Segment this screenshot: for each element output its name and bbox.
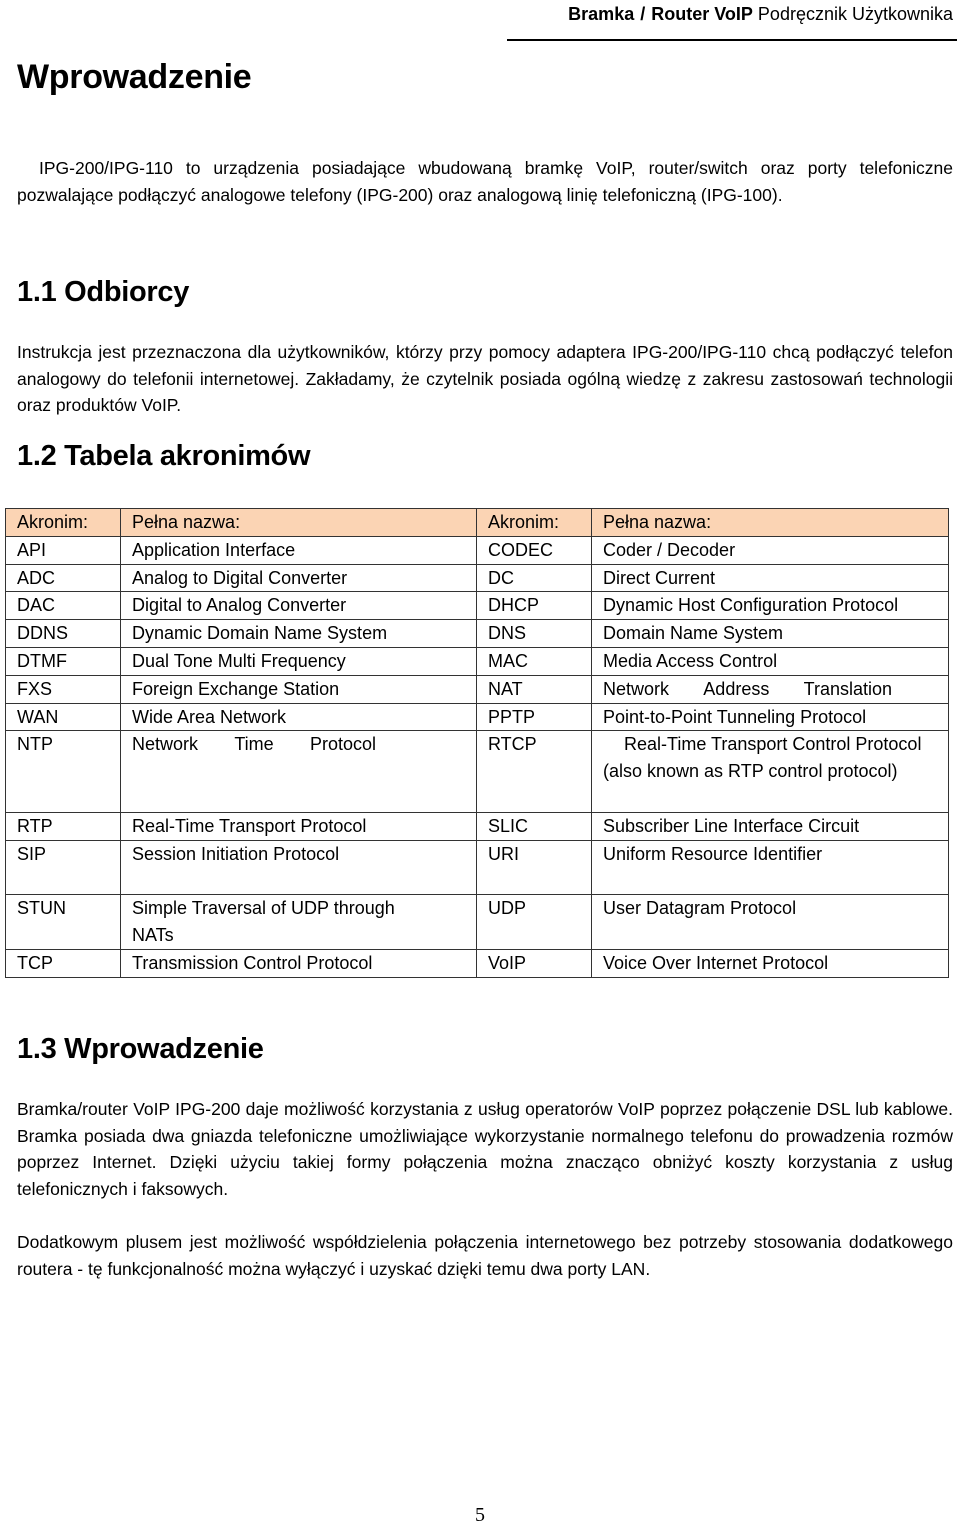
table-row: [6, 620, 949, 648]
fullname-cell: Direct Current: [592, 564, 949, 592]
table-header-row: [6, 509, 949, 537]
intro-body-paragraph-2: Dodatkowym plusem jest możliwość współdzielenia połączenia internetowego bez potrzeby stosowania dodatkowego routera - tę funkcjonalność można wyłączyć i uzyskać dzięki temu dwa porty LAN.: [17, 1232, 953, 1279]
acronym-cell: RTP: [6, 812, 121, 840]
audience-text-a: Instrukcja jest przeznaczona dla użytkowników, którzy przy pomocy adaptera IPG-200/IPG-110 chcą podłączyć telefon analogowy do telefonii internetowej.: [17, 342, 953, 389]
fullname-cell: Digital to Analog Converter: [121, 592, 477, 620]
nat-word: Translation: [803, 678, 892, 699]
intro-body-paragraph-1: Bramka/router VoIP IPG-200 daje możliwość korzystania z usług operatorów VoIP poprzez połączenie DSL lub kablowe. Bramka posiada dwa gniazda telefoniczne umożliwiające wykorzystanie normalnego telefonu do prowadzenia rozmów poprzez Internet. Dzięki użyciu takiej formy połączenia można znacząco obniżyć koszty korzystania z usług telefonicznych i faksowych.: [17, 1099, 953, 1200]
header-guide: Podręcznik Użytkownika: [757, 4, 953, 24]
acronym-cell: WAN: [6, 703, 121, 731]
table-row: [6, 647, 949, 675]
acronym-cell: VoIP: [477, 949, 592, 977]
header-cell: Akronim:: [477, 509, 592, 537]
acronym-cell: UDP: [477, 895, 592, 950]
page-title: Wprowadzenie: [17, 58, 252, 96]
acronym-cell: DC: [477, 564, 592, 592]
nat-fullname: [603, 676, 892, 703]
fullname-cell: Simple Traversal of UDP through NATs: [121, 895, 477, 950]
table-row: [6, 895, 949, 950]
header-product: Router VoIP: [651, 4, 753, 24]
header-brand: Bramka: [568, 4, 635, 24]
fullname-cell: Real-Time Transport Control Protocol (also known as RTP control protocol): [592, 731, 949, 813]
acronym-cell: RTCP: [477, 731, 592, 813]
audience-text-b: Zakładamy, że czytelnik posiada ogólną wiedzę z zakresu zastosowań technologii oraz produktów VoIP.: [17, 368, 954, 416]
acronym-cell: DAC: [6, 592, 121, 620]
acronym-cell: NAT: [477, 675, 592, 703]
table-row: [6, 703, 949, 731]
intro-paragraph: IPG-200/IPG-110 to urządzenia posiadające wbudowaną bramkę VoIP, router/switch oraz porty telefoniczne pozwalające podłączyć analogowe telefony (IPG-200) oraz analogową linię telefoniczną (IPG-100).: [17, 158, 953, 205]
fullname-cell: [592, 675, 949, 703]
audience-paragraph: [17, 339, 953, 419]
acronym-cell: DHCP: [477, 592, 592, 620]
acronym-cell: SLIC: [477, 812, 592, 840]
fullname-cell: Application Interface: [121, 536, 477, 564]
acronym-cell: DNS: [477, 620, 592, 648]
section-heading-odbiorcy: 1.1 Odbiorcy: [17, 276, 190, 308]
table-row: [6, 564, 949, 592]
fullname-cell: Domain Name System: [592, 620, 949, 648]
section-heading-wprowadzenie: 1.3 Wprowadzenie: [17, 1033, 264, 1065]
ntp-word: Time: [234, 734, 274, 755]
fullname-cell: Dual Tone Multi Frequency: [121, 647, 477, 675]
acronym-cell: STUN: [6, 895, 121, 950]
ntp-word: Protocol: [309, 734, 376, 755]
fullname-cell: Subscriber Line Interface Circuit: [592, 812, 949, 840]
page-number: 5: [475, 1504, 485, 1526]
acronym-cell: CODEC: [477, 536, 592, 564]
nat-word: Address: [703, 678, 770, 699]
fullname-cell: Real-Time Transport Protocol: [121, 812, 477, 840]
table-row: [6, 536, 949, 564]
fullname-cell: Dynamic Host Configuration Protocol: [592, 592, 949, 620]
section-heading-acronyms: 1.2 Tabela akronimów: [17, 440, 311, 472]
fullname-cell: Wide Area Network: [121, 703, 477, 731]
table-row: [6, 592, 949, 620]
table-row: [6, 812, 949, 840]
acronym-cell: PPTP: [477, 703, 592, 731]
fullname-cell: Uniform Resource Identifier: [592, 840, 949, 895]
header-cell: Pełna nazwa:: [592, 509, 949, 537]
header-text: [568, 4, 953, 25]
table-row: [6, 840, 949, 895]
acronym-cell: API: [6, 536, 121, 564]
ntp-word: Network: [132, 734, 199, 755]
page-header: [507, 0, 953, 40]
table-row: [6, 949, 949, 977]
fullname-cell: Foreign Exchange Station: [121, 675, 477, 703]
fullname-cell: Dynamic Domain Name System: [121, 620, 477, 648]
table-row: [6, 731, 949, 813]
acronym-cell: DDNS: [6, 620, 121, 648]
fullname-cell: Coder / Decoder: [592, 536, 949, 564]
fullname-cell: Session Initiation Protocol: [121, 840, 477, 895]
fullname-cell: Voice Over Internet Protocol: [592, 949, 949, 977]
fullname-cell: Point-to-Point Tunneling Protocol: [592, 703, 949, 731]
acronym-table: [5, 508, 949, 978]
acronym-cell: URI: [477, 840, 592, 895]
fullname-cell: [121, 731, 477, 813]
fullname-cell: Transmission Control Protocol: [121, 949, 477, 977]
ntp-fullname: [132, 731, 376, 758]
acronym-cell: NTP: [6, 731, 121, 813]
header-separator: /: [640, 4, 646, 24]
acronym-cell: TCP: [6, 949, 121, 977]
fullname-cell: Analog to Digital Converter: [121, 564, 477, 592]
acronym-cell: FXS: [6, 675, 121, 703]
fullname-cell: User Datagram Protocol: [592, 895, 949, 950]
acronym-cell: SIP: [6, 840, 121, 895]
table-row: [6, 675, 949, 703]
acronym-cell: DTMF: [6, 647, 121, 675]
header-cell: Pełna nazwa:: [121, 509, 477, 537]
header-rule: [507, 39, 957, 41]
acronym-cell: ADC: [6, 564, 121, 592]
acronym-cell: MAC: [477, 647, 592, 675]
fullname-cell: Media Access Control: [592, 647, 949, 675]
header-cell: Akronim:: [6, 509, 121, 537]
nat-word: Network: [603, 678, 670, 699]
